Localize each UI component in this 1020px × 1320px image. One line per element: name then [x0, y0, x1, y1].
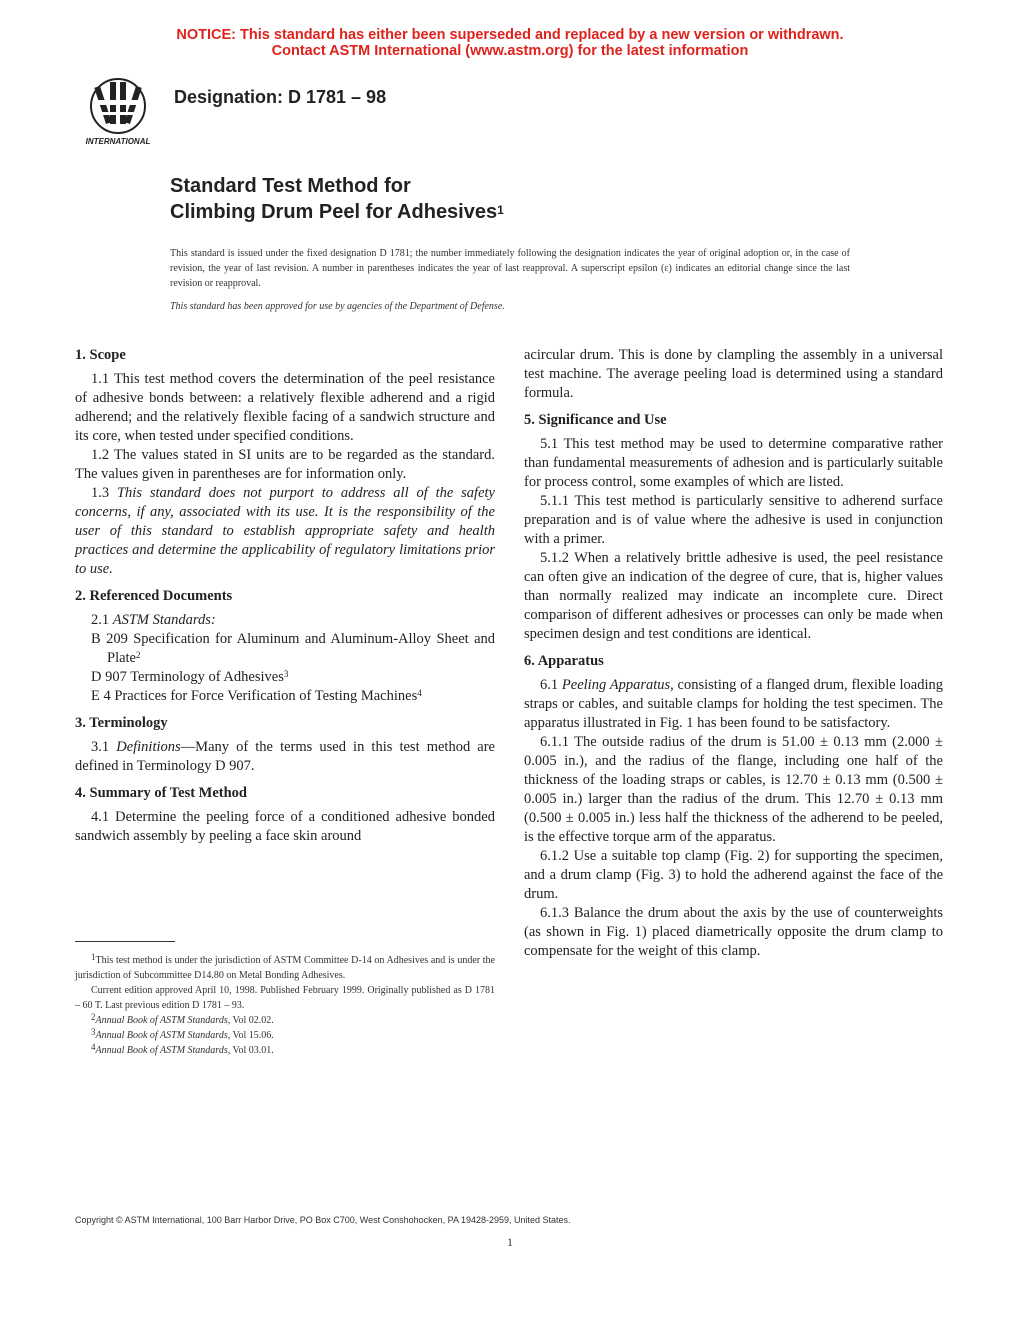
right-column	[524, 346, 943, 961]
para-1-3: 1.3 This standard does not purport to address all of the safety concerns, if any, associated with its use. It is the responsibility of the user of this standard to establish appropriate safety and health practices and determine the applicability of regulatory limitations prior to use.	[75, 485, 495, 577]
document-title	[170, 173, 504, 225]
reference-b209: B 209 Specification for Aluminum and Aluminum-Alloy Sheet and Plate$^2$	[91, 631, 495, 666]
para-1-1: 1.1 This test method covers the determination of the peel resistance of adhesive bonds between: a relatively flexible adherend and a rigid adherend; and the relatively flexible facing of a sandwich structure and its core, when tested under specified conditions.	[75, 371, 495, 444]
footnote-3: $^3$Annual Book of ASTM Standards, Vol 15.06.	[91, 1027, 274, 1041]
section-3-heading: 3. Terminology	[75, 715, 168, 731]
left-column	[75, 346, 495, 846]
footnote-rule	[75, 941, 175, 942]
para-6-1-3: 6.1.3 Balance the drum about the axis by the use of counterweights (as shown in Fig. 1) placed diametrically opposite the drum clamp to compensate for the weight of this clamp.	[524, 905, 943, 959]
section-6-heading: 6. Apparatus	[524, 653, 604, 669]
para-6-1-1: 6.1.1 The outside radius of the drum is 51.00 ± 0.13 mm (2.000 ± 0.005 in.), and the radius of the flange, including one half of the thickness of the loading straps or cables, is 12.70 ± 0.13 mm (0.500 ± 0.005 in.) larger than the radius of the drum. This 12.70 ± 0.13 mm (0.500 ± 0.005 in.) less half the thickness of the adherend to be peeled, is the effective torque arm of the apparatus.	[524, 734, 943, 845]
title-footnote-ref: 1	[497, 203, 504, 217]
para-5-1-2: 5.1.2 When a relatively brittle adhesive is used, the peel resistance can often give an indication of the degree of cure, that is, higher values than normally realized may indicate an incomplete cure. Direct comparison of different adhesives or processes can only be made when specimen design and test conditions are identical.	[524, 550, 943, 642]
logo-text: INTERNATIONAL	[85, 137, 151, 146]
para-6-1-2: 6.1.2 Use a suitable top clamp (Fig. 2) for supporting the specimen, and a drum clamp (Fig. 3) to hold the adherend against the face of the drum.	[524, 848, 943, 902]
notice-line-1: NOTICE: This standard has either been superseded and replaced by a new version or withdrawn.	[176, 27, 844, 43]
section-4-heading: 4. Summary of Test Method	[75, 785, 247, 801]
reference-d907: D 907 Terminology of Adhesives$^3$	[91, 669, 289, 685]
designation: Designation: D 1781 – 98	[174, 87, 387, 107]
reference-e4: E 4 Practices for Force Verification of Testing Machines$^4$	[91, 688, 422, 704]
page-number: 1	[507, 1235, 513, 1249]
section-1-heading: 1. Scope	[75, 347, 126, 363]
footnote-1: $^1$This test method is under the jurisdiction of ASTM Committee D-14 on Adhesives and is under the jurisdiction of Subcommittee D14.80 on Metal Bonding Adhesives.	[75, 952, 495, 981]
title-line-2: Climbing Drum Peel for Adhesives$^1$	[170, 201, 504, 223]
para-5-1-1: 5.1.1 This test method is particularly sensitive to adherend surface preparation and is of value where the adhesive is used in conjunction with a primer.	[524, 493, 943, 547]
title-line-1: Standard Test Method for	[170, 175, 411, 197]
notice-line-2: Contact ASTM International (www.astm.org) for the latest information	[271, 43, 749, 59]
copyright: Copyright © ASTM International, 100 Barr Harbor Drive, PO Box C700, West Conshohocken, PA 19428-2959, United States.	[75, 1215, 571, 1225]
issue-note: This standard is issued under the fixed designation D 1781; the number immediately following the designation indicates the year of original adoption or, in the case of revision, the year of last revision. A number in parentheses indicates the year of last reapproval. A superscript epsilon (ε) indicates an editorial change since the last revision or reapproval.	[170, 248, 850, 289]
section-2-heading: 2. Referenced Documents	[75, 588, 233, 604]
section-5-heading: 5. Significance and Use	[524, 412, 667, 428]
footnote-4: $^4$Annual Book of ASTM Standards, Vol 03.01.	[91, 1042, 274, 1056]
astm-logo	[72, 78, 164, 148]
footnote-edition: Current edition approved April 10, 1998. Published February 1999. Originally published as D 1781 – 60 T. Last previous edition D 1781 – 93.	[75, 985, 495, 1011]
para-4-1-continued: acircular drum. This is done by clampling the assembly in a universal test machine. The average peeling load is determined using a standard formula.	[524, 347, 943, 401]
para-5-1: 5.1 This test method may be used to determine comparative rather than fundamental measurements of adhesion and is particularly suitable for process control, some examples of which are listed.	[524, 436, 943, 490]
footnote-2: $^2$Annual Book of ASTM Standards, Vol 02.02.	[91, 1012, 274, 1026]
footnotes	[75, 953, 495, 1058]
notice-banner	[0, 27, 1020, 59]
para-4-1: 4.1 Determine the peeling force of a conditioned adhesive bonded sandwich assembly by peeling a face skin around	[75, 809, 495, 844]
para-2-1: 2.1 ASTM Standards:	[91, 612, 216, 628]
approved-note: This standard has been approved for use by agencies of the Department of Defense.	[170, 301, 505, 312]
para-1-2: 1.2 The values stated in SI units are to be regarded as the standard. The values given in parentheses are for information only.	[75, 447, 495, 482]
para-3-1: 3.1 Definitions—Many of the terms used in this test method are defined in Terminology D 907.	[75, 739, 495, 774]
para-6-1: 6.1 Peeling Apparatus, consisting of a flanged drum, flexible loading straps or cables, and suitable clamps for holding the test specimen. The apparatus illustrated in Fig. 1 has been found to be satisfactory.	[524, 677, 944, 731]
